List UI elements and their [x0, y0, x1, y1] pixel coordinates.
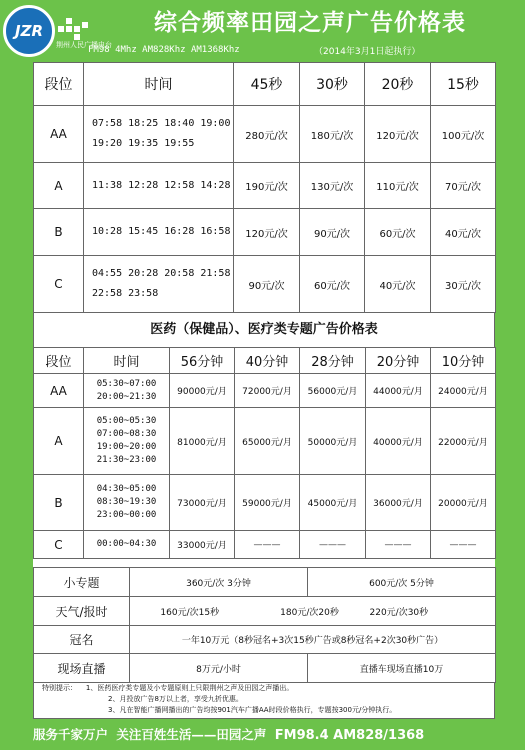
item-label: 天气/报时	[34, 597, 130, 626]
price-cell: 50000元/月	[300, 408, 366, 475]
col-header: 20秒	[365, 63, 431, 106]
price-cell: 30元/次	[431, 256, 496, 313]
price-sheet	[33, 62, 495, 719]
col-header: 20分钟	[366, 348, 431, 374]
price-cell: 120元/次	[365, 106, 431, 163]
table-row	[34, 374, 496, 408]
price-cell: 40元/次	[431, 209, 496, 256]
medical-ad-price-table	[33, 347, 496, 559]
frequency-line: FM98 4Mhz AM828Khz AM1368Khz	[88, 45, 240, 55]
price-cell: 81000元/月	[170, 408, 235, 475]
slogan-2: 关注百姓生活——田园之声	[116, 727, 267, 742]
table-row	[34, 531, 496, 559]
time-cell: 04:30~05:00 08:30~19:30 23:00~00:00	[84, 475, 170, 531]
col-header: 45秒	[234, 63, 300, 106]
price-cell: 90元/次	[234, 256, 300, 313]
price-cell: 70元/次	[431, 163, 496, 209]
segment-cell: C	[34, 256, 84, 313]
price-cell: 22000元/月	[431, 408, 496, 475]
segment-cell: A	[34, 163, 84, 209]
table-row	[34, 256, 496, 313]
table-row	[34, 408, 496, 475]
col-header: 10分钟	[431, 348, 496, 374]
slogan-1: 服务千家万户	[33, 727, 109, 742]
other-ad-price-table	[33, 567, 496, 683]
price-cell: 190元/次	[234, 163, 300, 209]
notes-lead: 特别提示：	[42, 684, 77, 692]
price-cell: 180元/次	[300, 106, 365, 163]
page-title: 综合频率田园之声广告价格表	[154, 10, 466, 36]
price-cell: 59000元/月	[235, 475, 300, 531]
table-row	[34, 475, 496, 531]
price-cell: 90元/次	[300, 209, 365, 256]
price-cell: 280元/次	[234, 106, 300, 163]
col-header: 15秒	[431, 63, 496, 106]
time-cell: 04:55 20:28 20:58 21:58 22:58 23:58	[84, 256, 234, 313]
table-header-row	[34, 348, 496, 374]
medical-table-title: 医药（保健品）、医疗类专题广告价格表	[33, 312, 495, 347]
table-row	[34, 568, 496, 597]
price-cell: 160元/次15秒	[130, 597, 250, 626]
time-cell: 00:00~04:30	[84, 531, 170, 559]
price-cell: 40000元/月	[366, 408, 431, 475]
logo-subtitle: 荆州人民广播电台	[56, 41, 112, 49]
segment-cell: B	[34, 475, 84, 531]
col-header: 时间	[84, 348, 170, 374]
segment-cell: C	[34, 531, 84, 559]
col-header: 56分钟	[170, 348, 235, 374]
segment-cell: AA	[34, 374, 84, 408]
col-header: 段位	[34, 63, 84, 106]
item-label: 现场直播	[34, 654, 130, 683]
col-header: 段位	[34, 348, 84, 374]
price-cell: 56000元/月	[300, 374, 366, 408]
col-header: 时间	[84, 63, 234, 106]
time-cell: 07:58 18:25 18:40 19:00 19:20 19:35 19:55	[84, 106, 234, 163]
time-cell: 11:38 12:28 12:58 14:28	[84, 163, 234, 209]
time-cell: 05:30~07:00 20:00~21:30	[84, 374, 170, 408]
footer-slogan	[0, 719, 525, 750]
price-cell: 180元/次20秒	[250, 597, 370, 626]
price-cell: 73000元/月	[170, 475, 235, 531]
general-ad-price-table	[33, 62, 496, 313]
note-line: 3、凡在智能广播网播出的广告均按901汽车广播AA时段价格执行，专题按300元/分钟执行。	[108, 706, 397, 714]
footer-frequency: FM98.4 AM828/1368	[274, 728, 425, 743]
price-cell: 20000元/月	[431, 475, 496, 531]
price-cell: 8万元/小时	[130, 654, 308, 683]
price-cell: 120元/次	[234, 209, 300, 256]
segment-cell: B	[34, 209, 84, 256]
price-cell: ———	[366, 531, 431, 559]
price-cell: 33000元/月	[170, 531, 235, 559]
price-cell: 72000元/月	[235, 374, 300, 408]
segment-cell: AA	[34, 106, 84, 163]
price-cell: 220元/次30秒	[370, 597, 496, 626]
price-cell: ———	[235, 531, 300, 559]
effective-date: （2014年3月1日起执行）	[314, 47, 421, 57]
price-cell: 一年10万元（8秒冠名+3次15秒广告或8秒冠名+2次30秒广告）	[130, 626, 496, 654]
price-cell: 100元/次	[431, 106, 496, 163]
time-cell: 05:00~05:30 07:00~08:30 19:00~20:00 21:30~23:00	[84, 408, 170, 475]
table-row	[34, 163, 496, 209]
table-row	[34, 626, 496, 654]
table-row	[34, 106, 496, 163]
price-cell: 60元/次	[365, 209, 431, 256]
price-cell: 36000元/月	[366, 475, 431, 531]
item-label: 冠名	[34, 626, 130, 654]
note-line: 2、月投放广告8万以上者，享受九折优惠。	[108, 695, 243, 703]
special-notes	[33, 682, 495, 719]
price-cell: 44000元/月	[366, 374, 431, 408]
price-cell: ———	[300, 531, 366, 559]
price-cell: 60元/次	[300, 256, 365, 313]
price-cell: ———	[431, 531, 496, 559]
item-label: 小专题	[34, 568, 130, 597]
table-row	[34, 654, 496, 683]
price-cell: 600元/次 5分钟	[308, 568, 496, 597]
header	[0, 0, 525, 62]
col-header: 40分钟	[235, 348, 300, 374]
price-cell: 24000元/月	[431, 374, 496, 408]
col-header: 28分钟	[300, 348, 366, 374]
note-line: 1、医药医疗类专题及小专题原则上只限荆州之声及田园之声播出。	[85, 684, 294, 692]
time-cell: 10:28 15:45 16:28 16:58	[84, 209, 234, 256]
price-cell: 65000元/月	[235, 408, 300, 475]
price-cell: 130元/次	[300, 163, 365, 209]
price-cell: 直播车现场直播10万	[308, 654, 496, 683]
segment-cell: A	[34, 408, 84, 475]
price-cell: 360元/次 3分钟	[130, 568, 308, 597]
price-cell: 40元/次	[365, 256, 431, 313]
table-row	[34, 209, 496, 256]
table-header-row	[34, 63, 496, 106]
price-cell: 90000元/月	[170, 374, 235, 408]
logo-pixel-icon	[58, 18, 98, 42]
table-row	[34, 597, 496, 626]
station-logo: JZR	[3, 5, 55, 57]
col-header: 30秒	[300, 63, 365, 106]
price-cell: 45000元/月	[300, 475, 366, 531]
price-cell: 110元/次	[365, 163, 431, 209]
